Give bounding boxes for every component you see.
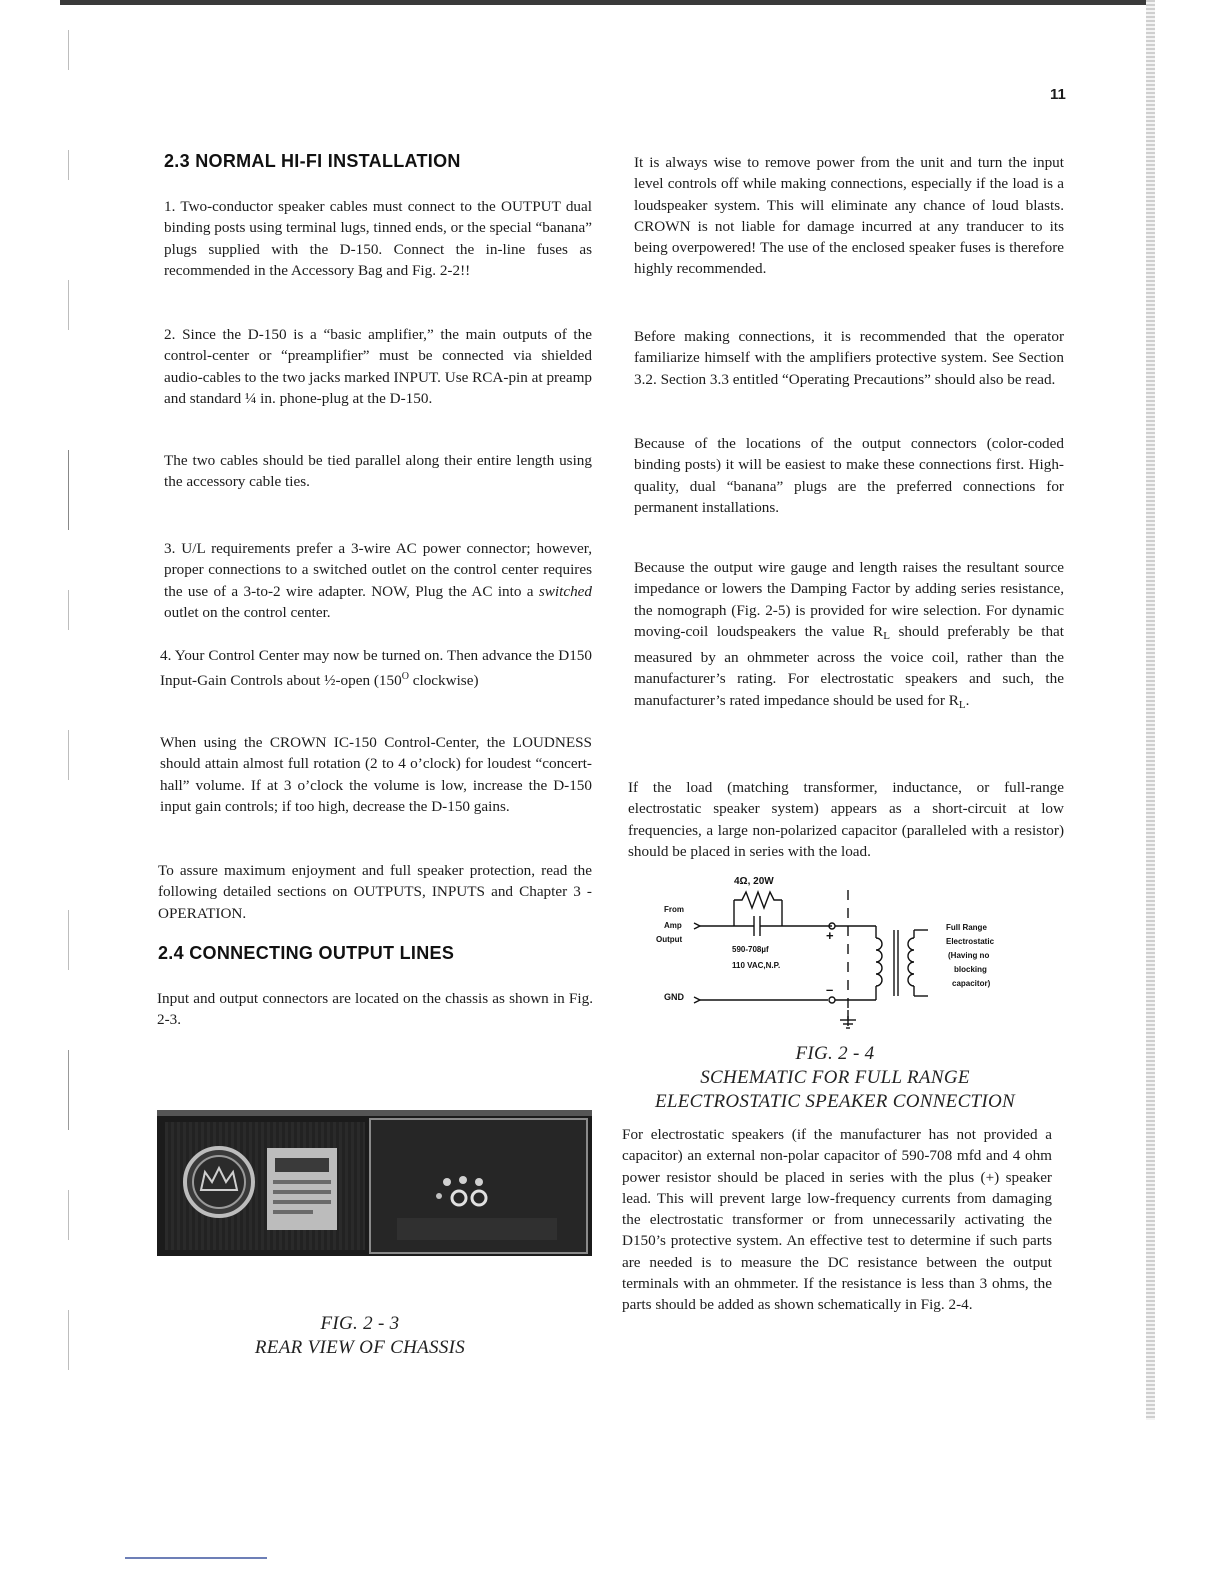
speaker-label-4: blocking	[954, 965, 987, 974]
paragraph-protective-system: Before making connections, it is recommended that the operator familiarize himself with the amplifiers protective system. See Section 3.2. Section 3.3 entitled “Operating Precautions” should also be read.	[634, 328, 1064, 388]
section-heading-2-4: 2.4 CONNECTING OUTPUT LINES	[158, 943, 455, 963]
paragraph-output-connectors: Because of the locations of the output connectors (color-coded binding posts) it will be easiest to make these connections first. High-quality, dual “banana” plugs are the preferred connections for permanent installations.	[634, 435, 1064, 516]
speaker-label-3: (Having no	[948, 951, 990, 960]
section-heading-2-3: 2.3 NORMAL HI-FI INSTALLATION	[164, 151, 461, 171]
output-label: Output	[656, 935, 683, 944]
capacitor-label-2: 110 VAC,N.P.	[732, 961, 781, 970]
chassis-rear-photo	[157, 1110, 592, 1256]
paragraph-step-2: 2. Since the D-150 is a “basic amplifier,” the main outputs of the control-center or “preamplifier” must be connected via shielded audio-cables to the two jacks marked INPUT. Use RCA-pin at preamp and standard ¼ in. phone-plug at the D-150.	[164, 326, 592, 407]
paragraph-cable-ties: The two cables should be tied parallel along their entire length using the accessory cable ties.	[164, 452, 592, 491]
figure-2-3-number: FIG. 2 - 3	[320, 1313, 400, 1334]
page-number: 11	[1050, 86, 1066, 103]
figure-2-4-number: FIG. 2 - 4	[795, 1043, 875, 1064]
paragraph-enjoyment: To assure maximum enjoyment and full speaker protection, read the following detailed sections on OUTPUTS, INPUTS and Chapter 3 - OPERATION.	[158, 862, 592, 922]
speaker-label-2: Electrostatic	[946, 937, 995, 946]
paragraph-load-short-circuit: If the load (matching transformer, inductance, or full-range electrostatic speaker system) appears as a short-circuit at low frequencies, a large non-polarized capacitor (paralleled with a resistor) should be placed in series with the load.	[628, 779, 1064, 860]
paragraph-step-4: 4. Your Control Center may now be turned on. Then advance the D150 Input-Gain Controls about ½-open ($150^O$ clockwise)	[160, 647, 592, 690]
scan-edge-left	[58, 30, 80, 1400]
scan-edge-right	[1146, 0, 1155, 1420]
scan-edge-top	[60, 0, 1150, 5]
speaker-connection-schematic	[650, 870, 1050, 1040]
paragraph-electrostatic-speakers: For electrostatic speakers (if the manufacturer has not provided a capacitor) an external non-polar capacitor of 590-708 mfd and 4 ohm power resistor should be placed in series with the plus (+) speaker lead. This will prevent large low-frequency currents from damaging the electrostatic transformer or from unnecessarily activating the D150’s protective system. An effective test to determine if such parts are needed is to measure the DC resistance between the output terminals with an ohmmeter. If the resistance is less than 3 ohms, the parts should be added as shown schematically in Fig. 2-4.	[622, 1126, 1052, 1314]
paragraph-loudness: When using the CROWN IC-150 Control-Center, the LOUDNESS should attain almost full rotation (2 to 4 o’clock) for loudest “concert-hall” volume. If at 3 o’clock the volume is low, increase the D-150 input gain controls; if too high, decrease the D-150 gains.	[160, 734, 592, 815]
plus-label: +	[826, 928, 834, 943]
speaker-label-5: capacitor)	[952, 979, 991, 988]
figure-2-3-title: REAR VIEW OF CHASSIS	[254, 1337, 466, 1358]
figure-2-3-caption	[240, 1312, 480, 1360]
scan-edge-bottom	[125, 1557, 267, 1559]
minus-label: –	[826, 982, 834, 997]
amp-label: Amp	[664, 921, 682, 930]
figure-2-4-title-line-2: ELECTROSTATIC SPEAKER CONNECTION	[654, 1091, 1016, 1112]
figure-2-4-caption	[630, 1042, 1040, 1114]
paragraph-remove-power: It is always wise to remove power from the unit and turn the input level controls off while making connections, especially if the load is a loudspeaker system. This will eliminate any chance of loud blasts. CROWN is not liable for damage incurred at any tranducer to its being overpowered! The use of the enclosed speaker fuses is therefore highly recommended.	[634, 154, 1064, 278]
figure-2-4-title-line-1: SCHEMATIC FOR FULL RANGE	[700, 1067, 970, 1088]
capacitor-label-1: 590-708µf	[732, 945, 769, 954]
speaker-label-1: Full Range	[946, 923, 987, 932]
paragraph-connectors: Input and output connectors are located on the chassis as shown in Fig. 2-3.	[157, 990, 593, 1029]
ground-label: GND	[664, 992, 684, 1002]
from-label: From	[664, 905, 684, 914]
paragraph-step-3: 3. U/L requirements prefer a 3-wire AC power connector; however, proper connections to a switched outlet on the control center requires the use of a 3-to-2 wire adapter. NOW, Plug the AC into a switched outlet on the control center.	[164, 540, 592, 621]
paragraph-step-1: 1. Two-conductor speaker cables must connect to the OUTPUT dual binding posts using terminal lugs, tinned ends, or the special “banana” plugs supplied with the D-150. Connect the in-line fuses as recommended in the Accessory Bag and Fig. 2-2!!	[164, 198, 592, 279]
resistor-label: 4Ω, 20W	[734, 876, 774, 887]
paragraph-wire-gauge: Because the output wire gauge and length raises the resultant source impedance or lowers the Damping Factor by adding series resistance, the nomograph (Fig. 2-5) is provided for wire selection. For dynamic moving-coil loudspeakers the value $R_L$ should preferably be that measured by an ohmmeter across the voice coil, rather than the manufacturer’s rating. For electrostatic speakers and such, the manufacturer’s rated impedance should be used for $R_L$.	[634, 559, 1065, 711]
